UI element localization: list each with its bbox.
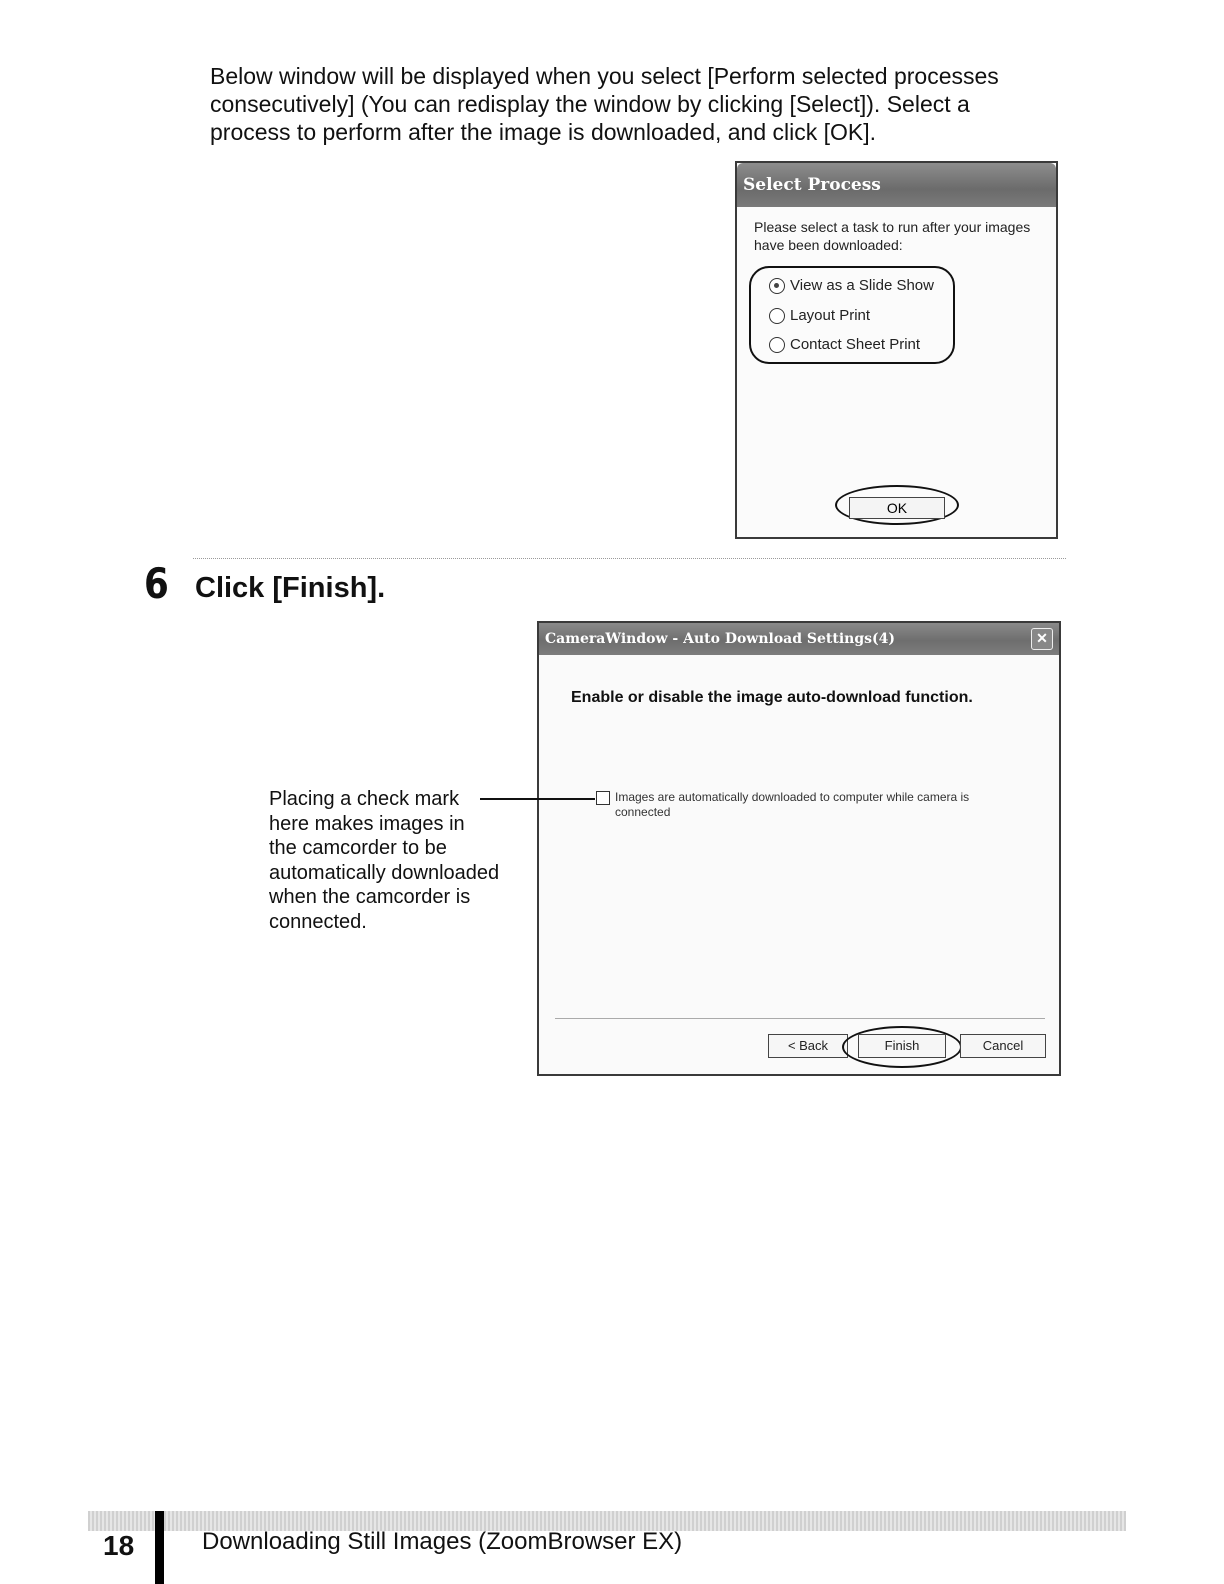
callout-line: here makes images in: [269, 812, 465, 835]
step-title: Click [Finish].: [195, 572, 386, 604]
camera-window-title: [539, 623, 1059, 655]
process-options-group: [749, 266, 955, 364]
checkbox-label-line: Images are automatically downloaded to computer while camera is: [615, 790, 970, 804]
checkbox-callout: [269, 787, 529, 934]
close-icon[interactable]: ✕: [1031, 628, 1053, 650]
callout-leader-line: [480, 798, 595, 800]
select-process-prompt: [754, 218, 1054, 254]
option-layout-print[interactable]: [769, 307, 870, 324]
callout-line: Placing a check mark: [269, 788, 460, 810]
auto-download-option[interactable]: [596, 790, 995, 820]
footer-bar: [155, 1511, 164, 1584]
auto-download-settings-dialog: [537, 621, 1061, 1076]
page-number: 18: [103, 1530, 135, 1561]
checkbox-label-line: connected: [615, 805, 671, 819]
option-label: View as a Slide Show: [790, 277, 934, 294]
prompt-line: have been downloaded:: [754, 237, 903, 253]
option-label: Contact Sheet Print: [790, 336, 921, 353]
finish-button[interactable]: Finish: [858, 1034, 946, 1058]
auto-download-label: [615, 790, 995, 820]
callout-line: when the camcorder is: [269, 886, 471, 908]
intro-line: Below window will be displayed when you select [Perform selected processes: [210, 63, 999, 89]
footer-section-title: Downloading Still Images (ZoomBrowser EX): [202, 1528, 683, 1555]
option-label: Layout Print: [790, 307, 871, 324]
auto-download-checkbox[interactable]: [596, 791, 610, 805]
select-process-dialog: [735, 161, 1058, 539]
callout-line: automatically downloaded: [269, 861, 500, 884]
callout-line: the camcorder to be: [269, 837, 447, 859]
section-divider: [193, 558, 1066, 559]
camera-window-title-text: CameraWindow - Auto Download Settings(4): [545, 631, 896, 647]
radio-selected-icon[interactable]: [769, 278, 785, 294]
radio-unselected-icon[interactable]: [769, 308, 785, 324]
option-slide-show[interactable]: [769, 277, 934, 294]
option-contact-sheet-print[interactable]: [769, 336, 920, 353]
callout-line: connected.: [269, 910, 367, 933]
intro-line: process to perform after the image is downloaded, and click [OK].: [210, 119, 877, 145]
back-button[interactable]: < Back: [768, 1034, 848, 1058]
intro-paragraph: [210, 62, 1060, 146]
auto-download-heading: Enable or disable the image auto-download function.: [571, 689, 973, 706]
select-process-title: Select Process: [737, 163, 1056, 207]
prompt-line: Please select a task to run after your images: [754, 219, 1031, 235]
cancel-button[interactable]: Cancel: [960, 1034, 1046, 1058]
radio-unselected-icon[interactable]: [769, 337, 785, 353]
button-separator: [555, 1018, 1045, 1019]
intro-line: consecutively] (You can redisplay the window by clicking [Select]). Select a: [210, 91, 970, 117]
ok-button[interactable]: OK: [849, 497, 945, 519]
step-number: 6: [144, 559, 169, 608]
